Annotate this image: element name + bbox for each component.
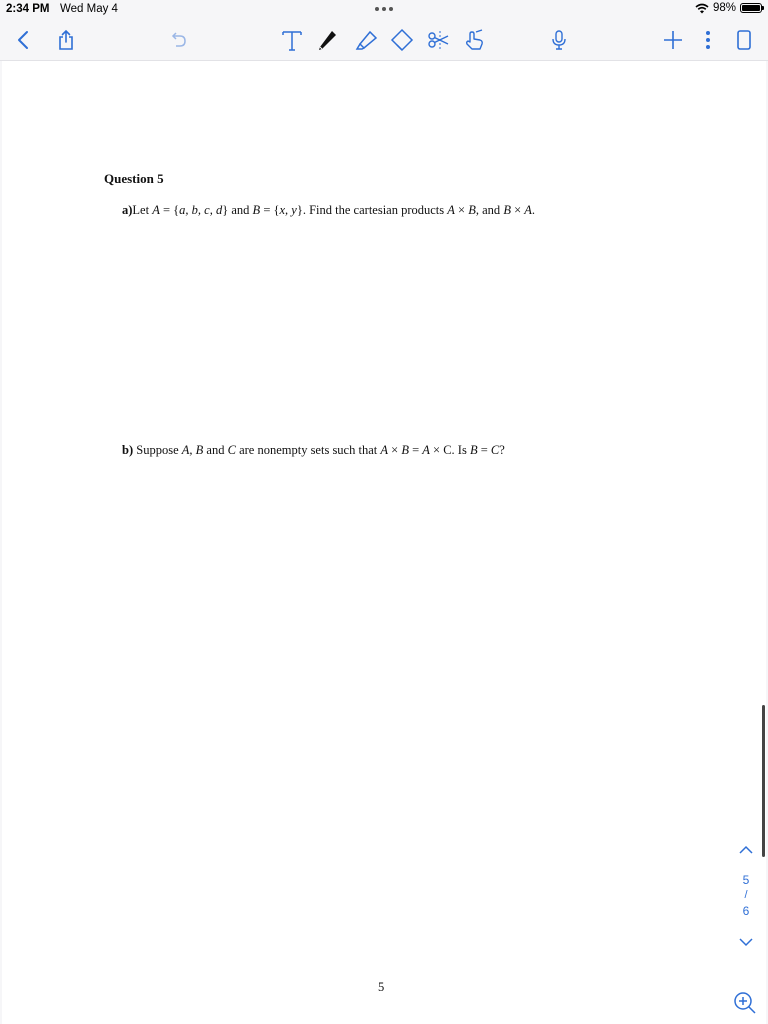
- part-a-text: } and: [222, 203, 253, 217]
- add-page-button[interactable]: [659, 26, 687, 54]
- lasso-tool-button[interactable]: [424, 26, 452, 54]
- part-b-math: A: [380, 443, 388, 457]
- part-b-text: =: [408, 443, 423, 457]
- part-a-text: }. Find the cartesian products: [296, 203, 448, 217]
- touch-tool-button[interactable]: [460, 26, 488, 54]
- share-button[interactable]: [52, 26, 80, 54]
- part-b-label: b): [122, 443, 134, 457]
- plus-icon: [661, 28, 685, 52]
- total-pages-indicator: 6: [742, 904, 750, 918]
- page-number: 5: [378, 980, 385, 994]
- status-time: 2:34 PM: [6, 3, 50, 15]
- touch-hand-icon: [462, 28, 486, 52]
- document-page[interactable]: [2, 61, 766, 1024]
- scissors-icon: [426, 28, 450, 52]
- question-title: Question 5: [104, 171, 164, 186]
- previous-page-chevron-icon[interactable]: [737, 843, 755, 857]
- pen-icon: [315, 28, 339, 52]
- part-a-text: , and: [475, 203, 504, 217]
- page-separator: /: [744, 889, 748, 901]
- toolbar: [0, 20, 768, 61]
- microphone-icon: [547, 28, 571, 52]
- part-b-text: and: [203, 443, 228, 457]
- part-b-text: are nonempty sets such that: [235, 443, 381, 457]
- page-view-icon: [732, 28, 756, 52]
- wifi-icon: [695, 3, 709, 14]
- part-a-math: B: [468, 203, 476, 217]
- share-icon: [54, 28, 78, 52]
- part-b-text: =: [477, 443, 491, 457]
- battery-icon: [740, 3, 762, 13]
- part-b-math: B: [469, 443, 478, 457]
- part-a-math: A: [152, 203, 160, 217]
- part-a-math: B: [503, 203, 511, 217]
- highlighter-tool-button[interactable]: [352, 26, 380, 54]
- undo-icon: [166, 28, 190, 52]
- battery-percent: 98%: [712, 2, 736, 14]
- eraser-icon: [390, 28, 414, 52]
- question-part-a: [122, 203, 535, 218]
- back-chevron-icon: [12, 28, 36, 52]
- part-a-math: B: [252, 203, 261, 217]
- part-b-math: B: [401, 443, 409, 457]
- scroll-indicator[interactable]: [762, 705, 765, 857]
- text-tool-button[interactable]: [278, 26, 306, 54]
- part-a-text: ×: [454, 203, 469, 217]
- more-vertical-icon: [696, 28, 720, 52]
- question-part-b: [122, 443, 505, 458]
- part-a-text: .: [531, 203, 536, 217]
- next-page-chevron-icon[interactable]: [737, 935, 755, 949]
- status-date: Wed May 4: [60, 3, 118, 15]
- part-a-label: a): [122, 203, 133, 217]
- text-tool-icon: [280, 28, 304, 52]
- microphone-button[interactable]: [545, 26, 573, 54]
- part-b-text: × C. Is: [429, 443, 470, 457]
- part-b-math: C: [227, 443, 236, 457]
- page-view-button[interactable]: [730, 26, 758, 54]
- part-b-math: A: [422, 443, 430, 457]
- highlighter-icon: [354, 28, 378, 52]
- part-a-math: A: [524, 203, 532, 217]
- status-right: [695, 2, 762, 14]
- part-a-text: Let: [132, 203, 153, 217]
- more-options-button[interactable]: [694, 26, 722, 54]
- part-a-math: a, b, c, d: [179, 203, 223, 217]
- current-page-indicator: 5: [742, 873, 750, 887]
- part-a-text: ×: [510, 203, 525, 217]
- part-b-math: A, B: [181, 443, 204, 457]
- back-button[interactable]: [10, 26, 38, 54]
- zoom-in-icon[interactable]: [732, 990, 758, 1016]
- undo-button[interactable]: [164, 26, 192, 54]
- part-b-text: ?: [499, 443, 505, 457]
- eraser-tool-button[interactable]: [388, 26, 416, 54]
- battery-fill: [742, 5, 760, 11]
- part-b-text: ×: [388, 443, 402, 457]
- part-a-text: = {: [260, 203, 280, 217]
- part-b-text: Suppose: [133, 443, 182, 457]
- part-a-math: x, y: [279, 203, 297, 217]
- status-bar: [0, 0, 768, 20]
- part-a-math: A: [447, 203, 455, 217]
- pen-tool-button[interactable]: [313, 26, 341, 54]
- part-a-text: = {: [159, 203, 180, 217]
- multitasking-dots-icon[interactable]: [374, 6, 394, 12]
- part-b-math: C: [490, 443, 500, 457]
